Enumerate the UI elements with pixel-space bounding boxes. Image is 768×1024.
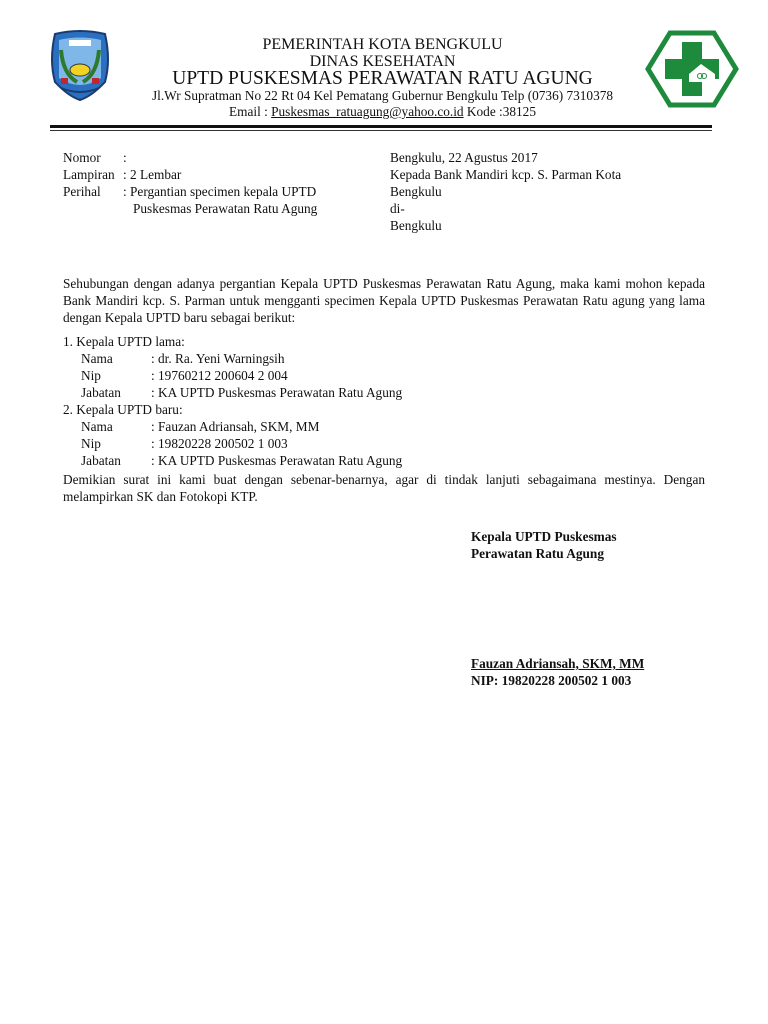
old-head-title: 1. Kepala UPTD lama: (63, 334, 185, 349)
new-nip: : 19820228 200502 1 003 (151, 436, 288, 451)
nip-label: Nip (81, 436, 101, 451)
old-nip: : 19760212 200604 2 004 (151, 368, 288, 383)
recipient-line: di- (390, 201, 405, 216)
postal-code: Kode :38125 (463, 104, 536, 119)
new-head-title: 2. Kepala UPTD baru: (63, 402, 183, 417)
old-nama: : dr. Ra. Yeni Warningsih (151, 351, 285, 366)
nip-label: Nip (81, 368, 101, 383)
recipient-line: Bengkulu (390, 218, 442, 233)
header-contact (120, 104, 645, 120)
closing-paragraph: Demikian surat ini kami buat dengan sebenar-benarnya, agar di tindak lanjuti sebagaimana mestinya. Dengan melampirkan SK dan Fotokopi KTP. (63, 472, 705, 504)
header-divider (50, 125, 712, 128)
old-jabatan: : KA UPTD Puskesmas Perawatan Ratu Agung (151, 385, 403, 400)
signatory-nip: NIP: 19820228 200502 1 003 (471, 673, 632, 688)
perihal-value-cont: Puskesmas Perawatan Ratu Agung (133, 201, 318, 216)
lampiran-label: Lampiran (63, 167, 115, 182)
signature-title-line: Kepala UPTD Puskesmas (471, 529, 617, 544)
perihal-label: Perihal (63, 184, 101, 199)
new-nama: : Fauzan Adriansah, SKM, MM (151, 419, 320, 434)
header-institution: UPTD PUSKESMAS PERAWATAN RATU AGUNG (172, 68, 593, 89)
recipient-line: Bengkulu (390, 184, 442, 199)
perihal-value: : Pergantian specimen kepala UPTD (123, 184, 317, 199)
letter-date: Bengkulu, 22 Agustus 2017 (390, 150, 538, 165)
new-head-block (63, 401, 402, 469)
signature-title-line: Perawatan Ratu Agung (471, 546, 604, 561)
new-jabatan: : KA UPTD Puskesmas Perawatan Ratu Agung (151, 453, 403, 468)
old-head-block (63, 333, 402, 401)
email-link[interactable]: Puskesmas_ratuagung@yahoo.co.id (271, 104, 464, 119)
nama-label: Nama (81, 351, 113, 366)
puskesmas-logo (645, 30, 739, 112)
header-address: Jl.Wr Supratman No 22 Rt 04 Kel Pematang Gubernur Bengkulu Telp (0736) 7310378 (151, 88, 614, 103)
signature-title (471, 528, 617, 562)
email-label: Email : (229, 104, 272, 119)
lampiran-value: : 2 Lembar (123, 167, 182, 182)
city-emblem-logo (47, 30, 113, 106)
nomor-label: Nomor (63, 150, 101, 165)
header-department: DINAS KESEHATAN (309, 53, 456, 70)
jabatan-label: Jabatan (81, 385, 121, 400)
recipient-block (390, 149, 621, 234)
signature-block (471, 655, 644, 689)
nomor-value: : (123, 150, 127, 165)
recipient-line: Kepada Bank Mandiri kcp. S. Parman Kota (390, 167, 622, 182)
signatory-name: Fauzan Adriansah, SKM, MM (471, 656, 645, 671)
nama-label: Nama (81, 419, 113, 434)
header-government: PEMERINTAH KOTA BENGKULU (262, 36, 503, 53)
letter-meta (63, 149, 317, 217)
jabatan-label: Jabatan (81, 453, 121, 468)
header-divider-thin (50, 130, 712, 131)
intro-paragraph: Sehubungan dengan adanya pergantian Kepala UPTD Puskesmas Perawatan Ratu Agung, maka kami mohon kepada Bank Mandiri kcp. S. Parman untuk mengganti specimen Kepala UPTD Puskesmas Perawatan Ratu agung yang lama dengan Kepala UPTD baru sebagai berikut: (63, 276, 705, 325)
